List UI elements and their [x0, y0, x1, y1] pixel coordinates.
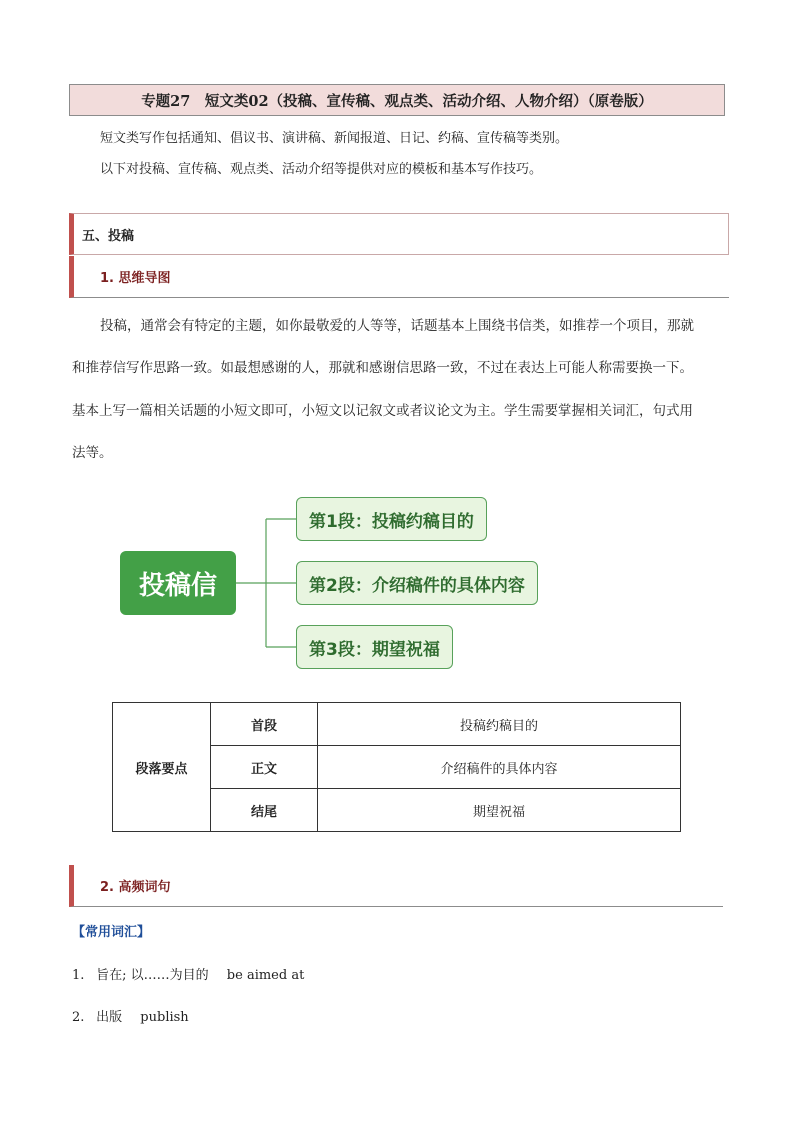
paragraph-line-1: 投稿，通常会有特定的主题，如你最敬爱的人等等，话题基本上围绕书信类，如推荐一个项目，那就	[100, 318, 694, 334]
table-content: 期望祝福	[318, 789, 681, 832]
vocab-chinese: 出版	[96, 1010, 123, 1025]
intro-line-1: 短文类写作包括通知、倡议书、演讲稿、新闻报道、日记、约稿、宣传稿等类别。	[100, 131, 569, 146]
table-group-label: 段落要点	[113, 703, 211, 832]
vocab-number: 1.	[72, 968, 85, 983]
subsection-heading-mindmap: 1. 思维导图	[69, 256, 729, 298]
mindmap-node-3: 第3段：期望祝福	[296, 625, 453, 669]
table-part: 正文	[211, 746, 318, 789]
mindmap-node-1: 第1段：投稿约稿目的	[296, 497, 487, 541]
vocab-heading: 【常用词汇】	[72, 925, 151, 940]
table-row	[113, 703, 681, 746]
vocab-english: be aimed at	[226, 968, 305, 983]
paragraph-line-3: 基本上写一篇相关话题的小短文即可，小短文以记叙文或者议论文为主。学生需要掌握相关词汇，句式用	[72, 403, 693, 419]
vocab-chinese: 旨在; 以……为目的	[96, 968, 209, 983]
subsection-heading-vocab: 2. 高频词句	[69, 865, 723, 907]
table-part: 结尾	[211, 789, 318, 832]
paragraph-line-2: 和推荐信写作思路一致。如最想感谢的人，那就和感谢信思路一致，不过在表达上可能人称需要换一下。	[72, 360, 693, 376]
table-content: 投稿约稿目的	[318, 703, 681, 746]
table-part: 首段	[211, 703, 318, 746]
mindmap-root: 投稿信	[120, 551, 236, 615]
intro-line-2: 以下对投稿、宣传稿、观点类、活动介绍等提供对应的模板和基本写作技巧。	[100, 162, 543, 177]
table-content: 介绍稿件的具体内容	[318, 746, 681, 789]
paragraph-points-table	[112, 702, 681, 832]
vocab-number: 2.	[72, 1010, 85, 1025]
vocab-item	[72, 964, 304, 983]
vocab-english: publish	[140, 1010, 189, 1025]
section-heading: 五、投稿	[69, 213, 729, 255]
vocab-item	[72, 1006, 189, 1025]
paragraph-line-4: 法等。	[72, 445, 113, 461]
document-title: 专题27 短文类02（投稿、宣传稿、观点类、活动介绍、人物介绍）（原卷版）	[69, 84, 725, 116]
mindmap-node-2: 第2段：介绍稿件的具体内容	[296, 561, 538, 605]
